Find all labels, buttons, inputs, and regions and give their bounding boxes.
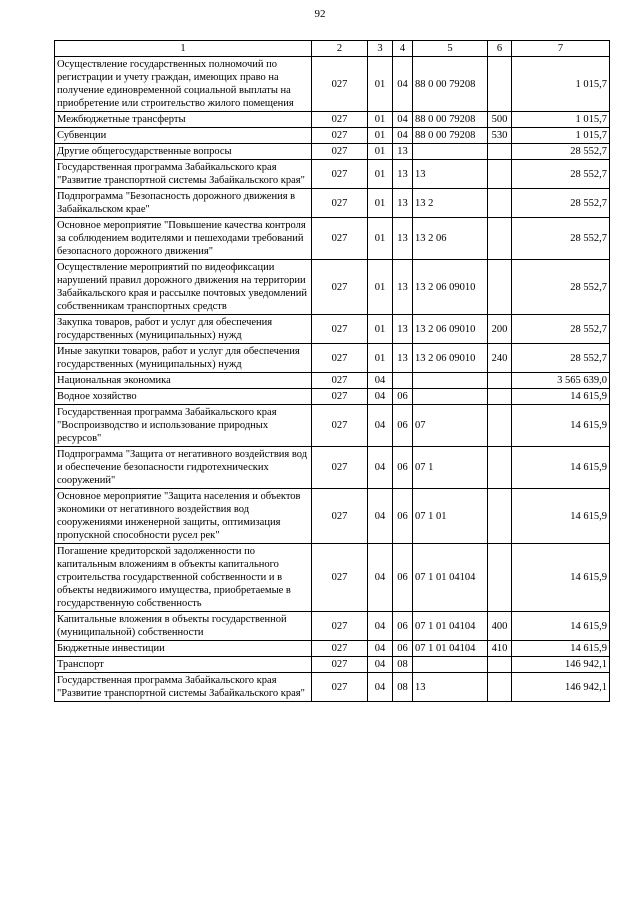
cell-name: Государственная программа Забайкальского края "Воспроизводство и использование природных ресурсов" <box>55 405 312 447</box>
table-row <box>55 373 610 389</box>
cell-name: Государственная программа Забайкальского края "Развитие транспортной системы Забайкальского края" <box>55 160 312 189</box>
table-row <box>55 405 610 447</box>
cell-section: 01 <box>368 112 393 128</box>
cell-expense-type <box>488 160 512 189</box>
cell-name: Государственная программа Забайкальского края "Развитие транспортной системы Забайкальского края" <box>55 673 312 702</box>
header-row <box>55 41 610 57</box>
budget-table <box>54 40 610 702</box>
table-row <box>55 612 610 641</box>
header-cell: 7 <box>512 41 610 57</box>
cell-name: Капитальные вложения в объекты государственной (муниципальной) собственности <box>55 612 312 641</box>
cell-admin-code: 027 <box>312 112 368 128</box>
cell-expense-type <box>488 57 512 112</box>
cell-subsection: 13 <box>393 260 413 315</box>
cell-expense-type <box>488 489 512 544</box>
cell-expense-type <box>488 260 512 315</box>
cell-amount: 14 615,9 <box>512 447 610 489</box>
cell-target-article: 13 2 06 <box>413 218 488 260</box>
cell-expense-type <box>488 544 512 612</box>
cell-section: 01 <box>368 344 393 373</box>
cell-amount: 146 942,1 <box>512 657 610 673</box>
cell-subsection: 13 <box>393 315 413 344</box>
cell-subsection: 13 <box>393 189 413 218</box>
table-row <box>55 189 610 218</box>
cell-amount: 1 015,7 <box>512 128 610 144</box>
cell-section: 04 <box>368 405 393 447</box>
cell-name: Основное мероприятие "Защита населения и объектов экономики от негативного воздействия вод сооружениями инженерной защиты, оптимизация пропускной способности русел рек" <box>55 489 312 544</box>
cell-amount: 14 615,9 <box>512 489 610 544</box>
cell-section: 04 <box>368 673 393 702</box>
cell-expense-type <box>488 405 512 447</box>
cell-target-article: 88 0 00 79208 <box>413 57 488 112</box>
table-row <box>55 657 610 673</box>
cell-name: Иные закупки товаров, работ и услуг для обеспечения государственных (муниципальных) нужд <box>55 344 312 373</box>
cell-name: Подпрограмма "Безопасность дорожного движения в Забайкальском крае" <box>55 189 312 218</box>
cell-admin-code: 027 <box>312 57 368 112</box>
table-row <box>55 344 610 373</box>
cell-section: 04 <box>368 612 393 641</box>
cell-admin-code: 027 <box>312 657 368 673</box>
table-row <box>55 673 610 702</box>
table-row <box>55 315 610 344</box>
table-row <box>55 218 610 260</box>
cell-section: 01 <box>368 160 393 189</box>
cell-expense-type <box>488 657 512 673</box>
cell-section: 04 <box>368 641 393 657</box>
table-row <box>55 57 610 112</box>
header-cell: 4 <box>393 41 413 57</box>
cell-expense-type: 200 <box>488 315 512 344</box>
cell-subsection: 06 <box>393 489 413 544</box>
cell-target-article: 13 2 <box>413 189 488 218</box>
cell-target-article: 88 0 00 79208 <box>413 112 488 128</box>
cell-amount: 28 552,7 <box>512 315 610 344</box>
cell-section: 01 <box>368 218 393 260</box>
header-cell: 2 <box>312 41 368 57</box>
cell-name: Бюджетные инвестиции <box>55 641 312 657</box>
cell-amount: 14 615,9 <box>512 612 610 641</box>
cell-subsection: 06 <box>393 612 413 641</box>
cell-expense-type <box>488 389 512 405</box>
cell-expense-type: 530 <box>488 128 512 144</box>
cell-section: 01 <box>368 189 393 218</box>
table-row <box>55 489 610 544</box>
cell-admin-code: 027 <box>312 447 368 489</box>
table-row <box>55 641 610 657</box>
cell-amount: 14 615,9 <box>512 389 610 405</box>
cell-expense-type: 240 <box>488 344 512 373</box>
table-row <box>55 447 610 489</box>
cell-admin-code: 027 <box>312 128 368 144</box>
cell-admin-code: 027 <box>312 405 368 447</box>
cell-subsection: 13 <box>393 344 413 373</box>
cell-section: 04 <box>368 389 393 405</box>
cell-section: 01 <box>368 315 393 344</box>
cell-target-article <box>413 389 488 405</box>
table-row <box>55 128 610 144</box>
cell-name: Основное мероприятие "Повышение качества контроля за соблюдением водителями и пешеходами требований безопасного дорожного движения" <box>55 218 312 260</box>
cell-name: Осуществление мероприятий по видеофиксации нарушений правил дорожного движения на территории Забайкальского края и рассылке почтовых уведомлений собственникам транспортных средств <box>55 260 312 315</box>
cell-expense-type <box>488 447 512 489</box>
cell-section: 04 <box>368 447 393 489</box>
cell-amount: 28 552,7 <box>512 189 610 218</box>
cell-admin-code: 027 <box>312 673 368 702</box>
cell-target-article: 07 1 01 04104 <box>413 612 488 641</box>
cell-admin-code: 027 <box>312 373 368 389</box>
cell-expense-type <box>488 144 512 160</box>
cell-admin-code: 027 <box>312 641 368 657</box>
cell-amount: 146 942,1 <box>512 673 610 702</box>
cell-subsection: 13 <box>393 144 413 160</box>
cell-subsection: 04 <box>393 112 413 128</box>
cell-admin-code: 027 <box>312 144 368 160</box>
cell-name: Национальная экономика <box>55 373 312 389</box>
table-row <box>55 260 610 315</box>
table-row <box>55 160 610 189</box>
cell-name: Межбюджетные трансферты <box>55 112 312 128</box>
cell-admin-code: 027 <box>312 344 368 373</box>
cell-target-article: 07 1 01 <box>413 489 488 544</box>
cell-section: 01 <box>368 144 393 160</box>
cell-subsection: 06 <box>393 641 413 657</box>
cell-section: 01 <box>368 57 393 112</box>
cell-subsection: 06 <box>393 389 413 405</box>
cell-section: 04 <box>368 373 393 389</box>
table-row <box>55 544 610 612</box>
cell-target-article: 13 2 06 09010 <box>413 344 488 373</box>
cell-expense-type <box>488 189 512 218</box>
cell-amount: 28 552,7 <box>512 260 610 315</box>
cell-amount: 3 565 639,0 <box>512 373 610 389</box>
cell-expense-type: 410 <box>488 641 512 657</box>
cell-subsection: 13 <box>393 160 413 189</box>
cell-target-article: 07 1 01 04104 <box>413 544 488 612</box>
cell-name: Подпрограмма "Защита от негативного воздействия вод и обеспечение безопасности гидротехнических сооружений" <box>55 447 312 489</box>
cell-amount: 14 615,9 <box>512 641 610 657</box>
cell-expense-type <box>488 373 512 389</box>
cell-target-article: 07 <box>413 405 488 447</box>
cell-amount: 28 552,7 <box>512 144 610 160</box>
table-row <box>55 144 610 160</box>
cell-admin-code: 027 <box>312 389 368 405</box>
cell-target-article <box>413 657 488 673</box>
cell-amount: 14 615,9 <box>512 405 610 447</box>
cell-admin-code: 027 <box>312 612 368 641</box>
table-row <box>55 389 610 405</box>
cell-subsection: 06 <box>393 544 413 612</box>
cell-section: 04 <box>368 489 393 544</box>
cell-amount: 28 552,7 <box>512 218 610 260</box>
cell-admin-code: 027 <box>312 260 368 315</box>
table-row <box>55 112 610 128</box>
cell-subsection <box>393 373 413 389</box>
cell-expense-type: 400 <box>488 612 512 641</box>
cell-target-article: 13 2 06 09010 <box>413 260 488 315</box>
cell-amount: 14 615,9 <box>512 544 610 612</box>
cell-amount: 1 015,7 <box>512 112 610 128</box>
cell-name: Закупка товаров, работ и услуг для обеспечения государственных (муниципальных) нужд <box>55 315 312 344</box>
cell-admin-code: 027 <box>312 489 368 544</box>
cell-target-article: 07 1 <box>413 447 488 489</box>
cell-section: 04 <box>368 544 393 612</box>
cell-expense-type: 500 <box>488 112 512 128</box>
header-cell: 1 <box>55 41 312 57</box>
cell-target-article: 13 2 06 09010 <box>413 315 488 344</box>
cell-name: Водное хозяйство <box>55 389 312 405</box>
cell-section: 04 <box>368 657 393 673</box>
cell-name: Другие общегосударственные вопросы <box>55 144 312 160</box>
cell-section: 01 <box>368 128 393 144</box>
cell-target-article: 88 0 00 79208 <box>413 128 488 144</box>
header-cell: 5 <box>413 41 488 57</box>
cell-target-article <box>413 144 488 160</box>
cell-name: Осуществление государственных полномочий по регистрации и учету граждан, имеющих право на получение единовременной социальной выплаты на приобретение или строительство жилого помещения <box>55 57 312 112</box>
cell-section: 01 <box>368 260 393 315</box>
cell-subsection: 04 <box>393 128 413 144</box>
cell-name: Субвенции <box>55 128 312 144</box>
cell-amount: 28 552,7 <box>512 344 610 373</box>
cell-expense-type <box>488 218 512 260</box>
cell-expense-type <box>488 673 512 702</box>
cell-admin-code: 027 <box>312 218 368 260</box>
cell-target-article <box>413 373 488 389</box>
cell-subsection: 13 <box>393 218 413 260</box>
cell-target-article: 07 1 01 04104 <box>413 641 488 657</box>
cell-admin-code: 027 <box>312 315 368 344</box>
cell-name: Транспорт <box>55 657 312 673</box>
cell-subsection: 08 <box>393 673 413 702</box>
cell-target-article: 13 <box>413 673 488 702</box>
cell-amount: 28 552,7 <box>512 160 610 189</box>
cell-subsection: 08 <box>393 657 413 673</box>
cell-amount: 1 015,7 <box>512 57 610 112</box>
cell-admin-code: 027 <box>312 160 368 189</box>
page-number: 92 <box>314 8 326 20</box>
cell-subsection: 04 <box>393 57 413 112</box>
cell-name: Погашение кредиторской задолженности по капитальным вложениям в объекты капитального строительства государственной собственности и в объекты недвижимого имущества, приобретаемые в государственную собственность <box>55 544 312 612</box>
cell-admin-code: 027 <box>312 189 368 218</box>
cell-admin-code: 027 <box>312 544 368 612</box>
header-cell: 3 <box>368 41 393 57</box>
cell-subsection: 06 <box>393 447 413 489</box>
cell-target-article: 13 <box>413 160 488 189</box>
cell-subsection: 06 <box>393 405 413 447</box>
header-cell: 6 <box>488 41 512 57</box>
